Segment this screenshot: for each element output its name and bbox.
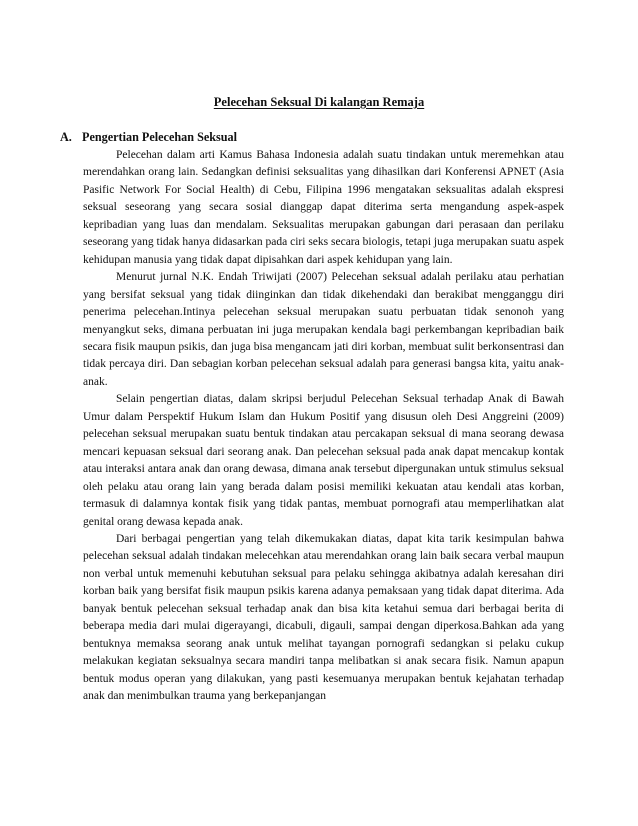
section-number: A. bbox=[60, 130, 72, 144]
paragraph-1: Pelecehan dalam arti Kamus Bahasa Indonesia adalah suatu tindakan untuk meremehkan atau merendahkan orang lain. Sedangkan definisi seksualitas yang dihasilkan dari Konferensi APNET (Asia Pasific Network For Social Health) di Cebu, Filipina 1996 mengatakan seksualitas adalah ekspresi seksual seseorang yang secara sosial dianggap dapat diterima serta mengandung aspek-aspek kepribadian yang luas dan mendalam. Seksualitas merupakan gabungan dari perasaan dan perilaku seseorang yang tidak hanya didasarkan pada ciri seks secara biologis, tetapi juga merupakan suatu aspek kehidupan manusia yang tidak dapat dipisahkan dari aspek kehidupan yang lain. bbox=[83, 149, 564, 266]
section-heading bbox=[60, 130, 237, 145]
paragraph-3: Selain pengertian diatas, dalam skripsi berjudul Pelecehan Seksual terhadap Anak di Bawah Umur dalam Perspektif Hukum Islam dan Hukum Positif yang disusun oleh Desi Anggreini (2009) pelecehan seksual merupakan suatu bentuk tindakan atau percakapan seksual di mana seorang dewasa mencari kepuasan seksual dari seorang anak. Dan pelecehan seksual pada anak dapat mencakup kontak atau interaksi antara anak dan orang dewasa, dimana anak tersebut dipergunakan untuk stimulus seksual oleh pelaku atau orang lain yang berada dalam posisi memiliki kekuatan atau kendali atas korban, termasuk di dalamnya kontak fisik yang tidak pantas, membuat pornografi atau memperlihatkan alat genital orang dewasa kepada anak. bbox=[83, 393, 564, 528]
page-title: Pelecehan Seksual Di kalangan Remaja bbox=[213, 95, 425, 109]
paragraph-2: Menurut jurnal N.K. Endah Triwijati (2007) Pelecehan seksual adalah perilaku atau perhatian yang bersifat seksual yang tidak diinginkan dan tidak dikehendaki dan berakibat mengganggu diri penerima pelecehan.Intinya pelecehan seksual merupakan suatu perbuatan tidak senonoh yang menyangkut seks, dimana perbuatan ini juga merupakan kendala bagi perkembangan kepribadian baik secara fisik maupun psikis, dan juga bisa mengancam jati diri korban, membuat sulit berkonsentrasi dan tidak percaya diri. Dan sebagian korban pelecehan seksual adalah para generasi bangsa kita, yaitu anak-anak. bbox=[83, 271, 564, 388]
section-body bbox=[83, 147, 564, 706]
paragraph-4: Dari berbagai pengertian yang telah dikemukakan diatas, dapat kita tarik kesimpulan bahwa pelecehan seksual adalah tindakan melecehkan atau merendahkan orang lain baik secara verbal maupun non verbal untuk memenuhi kebutuhan seksual para pelaku sehingga akibatnya adalah keresahan diri korban baik yang bersifat fisik maupun psikis karena adanya pemaksaan yang tidak dapat diterima. Ada banyak bentuk pelecehan seksual terhadap anak dan bisa kita ketahui semua dari berbagai berita di beberapa media dari mulai digerayangi, dicabuli, digauli, sampai dengan diperkosa.Bahkan ada yang bentuknya memaksa seorang anak untuk melihat tayangan pornografi sedangkan si pelaku cukup melakukan kegiatan seksualnya secara mandiri tanpa melibatkan si anak secara fisik. Namun apapun bentuk modus operan yang dilakukan, yang pasti kesemuanya merupakan bentuk kejahatan terhadap anak dan menimbulkan trauma yang berkepanjangan bbox=[83, 532, 564, 703]
section-title: Pengertian Pelecehan Seksual bbox=[82, 130, 238, 144]
